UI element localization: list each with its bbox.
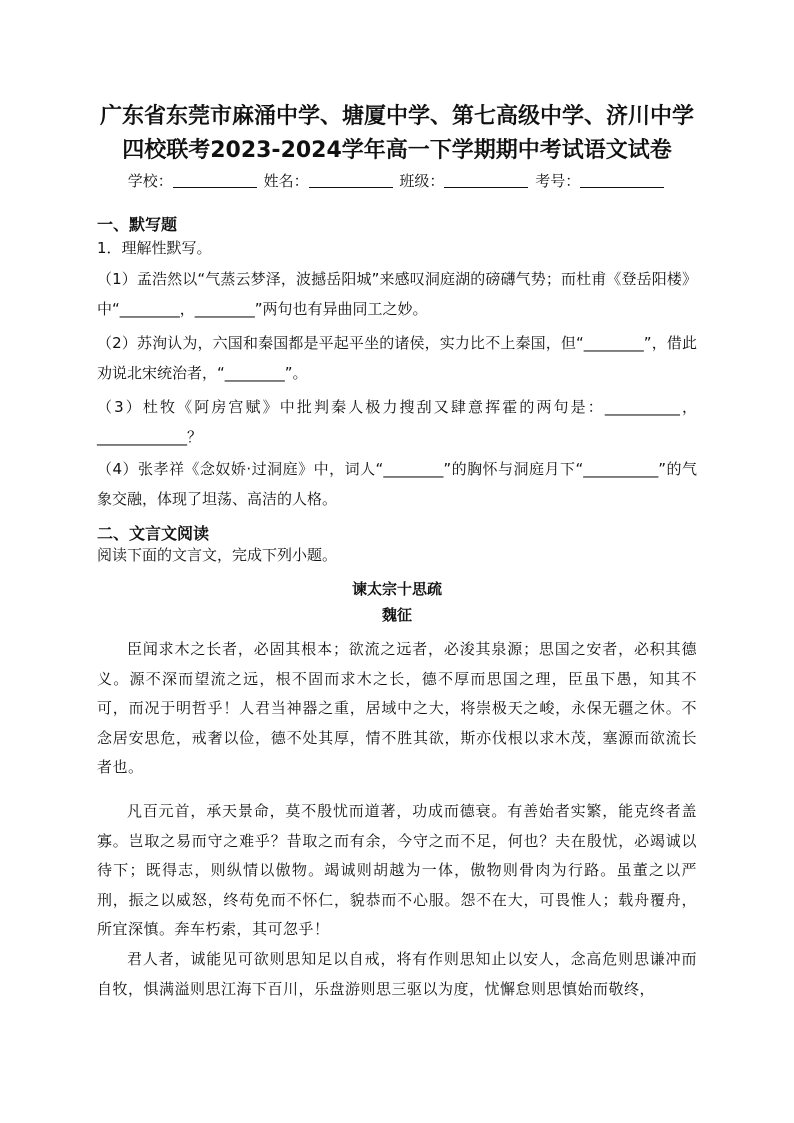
question-item-4: （4）张孝祥《念奴娇·过洞庭》中，词人“________”的胸怀与洞庭月下“__________”的气象交融，体现了坦荡、高洁的人格。 bbox=[97, 460, 697, 508]
exam-number-blank bbox=[580, 173, 664, 188]
passage-title: 谏太宗十思疏 bbox=[351, 580, 442, 598]
exam-number-label: 考号： bbox=[535, 172, 581, 190]
passage-paragraph-2: 凡百元首，承天景命，莫不殷忧而道著，功成而德衰。有善始者实繁，能克终者盖寡。岂取之易而守之难乎？昔取之而有余，今守之而不足，何也？夫在殷忧，必竭诚以待下；既得志，则纵情以傲物。竭诚则胡越为一体，傲物则骨肉为行路。虽董之以严刑，振之以威怒，终苟免而不怀仁，貌恭而不心服。怨不在大，可畏惟人；载舟覆舟，所宜深慎。奔车朽索，其可忽乎！ bbox=[97, 802, 697, 938]
name-blank bbox=[309, 173, 393, 188]
class-blank bbox=[444, 173, 528, 188]
student-info-line bbox=[80, 170, 714, 192]
section-heading-dictation: 一、默写题 bbox=[97, 215, 178, 234]
question-1-title: 1．理解性默写。 bbox=[97, 239, 212, 257]
passage-paragraph-1: 臣闻求木之长者，必固其根本；欲流之远者，必浚其泉源；思国之安者，必积其德义。源不深而望流之远，根不固而求木之长，德不厚而思国之理，臣虽下愚，知其不可，而况于明哲乎！人君当神器之重，居域中之大，将崇极天之峻，永保无疆之休。不念居安思危，戒奢以俭，德不处其厚，情不胜其欲，斯亦伐根以求木茂，塞源而欲流长者也。 bbox=[97, 640, 697, 776]
question-item-3: （3）杜牧《阿房宫赋》中批判秦人极力搜刮又肆意挥霍的两句是：__________，____________？ bbox=[97, 398, 697, 446]
question-item-2: （2）苏洵认为，六国和秦国都是平起平坐的诸侯，实力比不上秦国，但“________”，借此劝说北宋统治者，“________”。 bbox=[97, 334, 697, 382]
school-blank bbox=[173, 173, 257, 188]
class-label: 班级： bbox=[399, 172, 445, 190]
reading-instruction: 阅读下面的文言文，完成下列小题。 bbox=[97, 546, 338, 564]
name-label: 姓名： bbox=[263, 172, 309, 190]
exam-title: 广东省东莞市麻涌中学、塘厦中学、第七高级中学、济川中学四校联考2023-2024学年高一下学期期中考试语文试卷 bbox=[99, 104, 694, 163]
section-heading-classical: 二、文言文阅读 bbox=[97, 524, 210, 543]
passage-author: 魏征 bbox=[381, 606, 412, 624]
passage-paragraph-3: 君人者，诚能见可欲则思知足以自戒，将有作则思知止以安人，念高危则思谦冲而自牧，惧满溢则思江海下百川，乐盘游则思三驱以为度，忧懈怠则思慎始而敬终， bbox=[97, 950, 697, 998]
question-item-1: （1）孟浩然以“气蒸云梦泽，波撼岳阳城”来感叹洞庭湖的磅礴气势；而杜甫《登岳阳楼》中“________，________”两句也有异曲同工之妙。 bbox=[97, 270, 697, 318]
school-label: 学校： bbox=[127, 172, 173, 190]
